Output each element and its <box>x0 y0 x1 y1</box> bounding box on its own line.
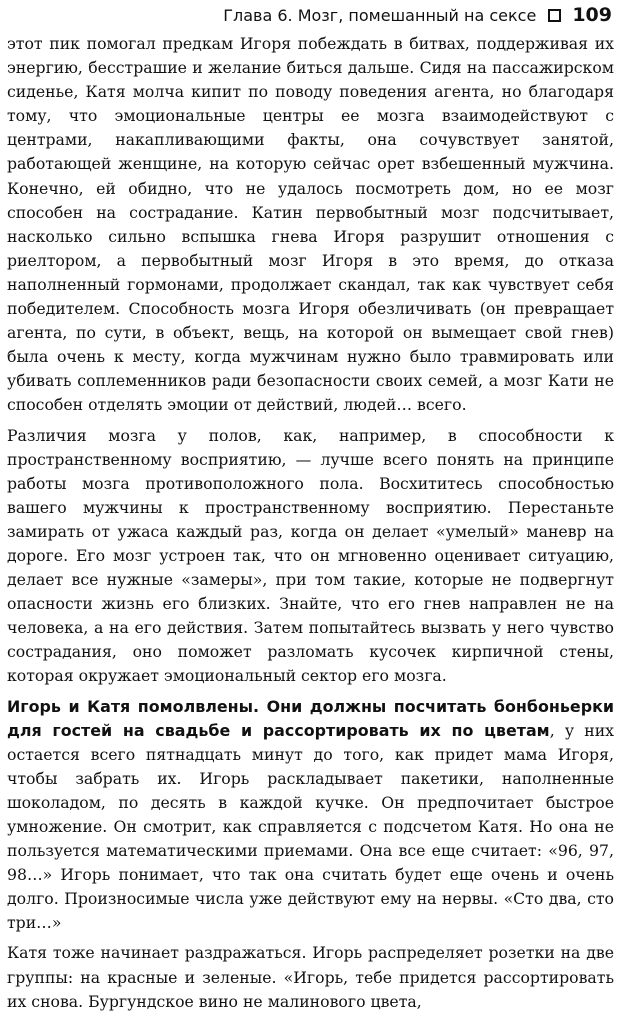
chapter-title: Глава 6. Мозг, помешанный на сексе <box>223 5 537 25</box>
page-number: 109 <box>572 4 612 26</box>
paragraph-2: Различия мозга у полов, как, например, в способности к пространственному восприятию, — лучше всего понять на принципе работы мозга противоположного пола. Восхититесь способностью вашего мужчины к пространственному восприятию. Перестаньте замирать от ужаса каждый раз, когда он делает «умелый» маневр на дороге. Его мозг устроен так, что он мгновенно оценивает ситуацию, делает все нужные «замеры», при том такие, которые не подвергнут опасности жизнь его близких. Знайте, что его гнев направлен не на человека, а на его действия. Затем попытайтесь вызвать у него чувство сострадания, оно поможет разломать кусочек кирпичной стены, которая окружает эмоциональный сектор его мозга. <box>7 425 614 686</box>
page-body <box>7 32 614 1014</box>
paragraph-4: Катя тоже начинает раздражаться. Игорь распределяет розетки на две группы: на красные и зеленые. «Игорь, тебе придется рассортировать их снова. Бургундское вино не малинового цвета, <box>7 943 614 1011</box>
running-header <box>7 0 614 30</box>
square-bullet-icon <box>548 9 561 22</box>
paragraph-3 <box>7 695 614 936</box>
paragraph-3-lead: Игорь и Катя помолвлены. Они должны посчитать бонбоньерки для гостей на свадьбе и рассортировать их по цветам <box>7 696 614 740</box>
paragraph-3-text: , у них остается всего пятнадцать минут до того, как придет мама Игоря, чтобы забрать их. Игорь раскладывает пакетики, наполненные шоколадом, по десять в каждой кучке. Он предпочитает быстрое умножение. Он смотрит, как справляется с подсчетом Катя. Но она не пользуется математическими приемами. Она все еще считает: «96, 97, 98…» Игорь понимает, что так она считать будет еще очень и очень долго. Произносимые числа уже действуют ему на нервы. «Сто два, сто три…» <box>7 720 615 933</box>
paragraph-1: этот пик помогал предкам Игоря побеждать в битвах, поддерживая их энергию, бесстрашие и желание биться дальше. Сидя на пассажирском сиденье, Катя молча кипит по поводу поведения агента, но благодаря тому, что эмоциональные центры ее мозга взаимодействуют с центрами, накапливающими факты, она сочувствует занятой, работающей женщине, на которую сейчас орет взбешенный мужчина. Конечно, ей обидно, что не удалось посмотреть дом, но ее мозг способен на сострадание. Катин первобытный мозг подсчитывает, насколько сильно вспышка гнева Игоря разрушит отношения с риелтором, а первобытный мозг Игоря в это время, до отказа наполненный гормонами, продолжает скандал, так как чувствует себя победителем. Способность мозга Игоря обезличивать (он превращает агента, по сути, в объект, вещь, на которой он вымещает свой гнев) была очень к месту, когда мужчинам нужно было травмировать или убивать соплеменников ради безопасности своих семей, а мозг Кати не способен отделять эмоции от действий, людей… всего. <box>7 34 614 415</box>
